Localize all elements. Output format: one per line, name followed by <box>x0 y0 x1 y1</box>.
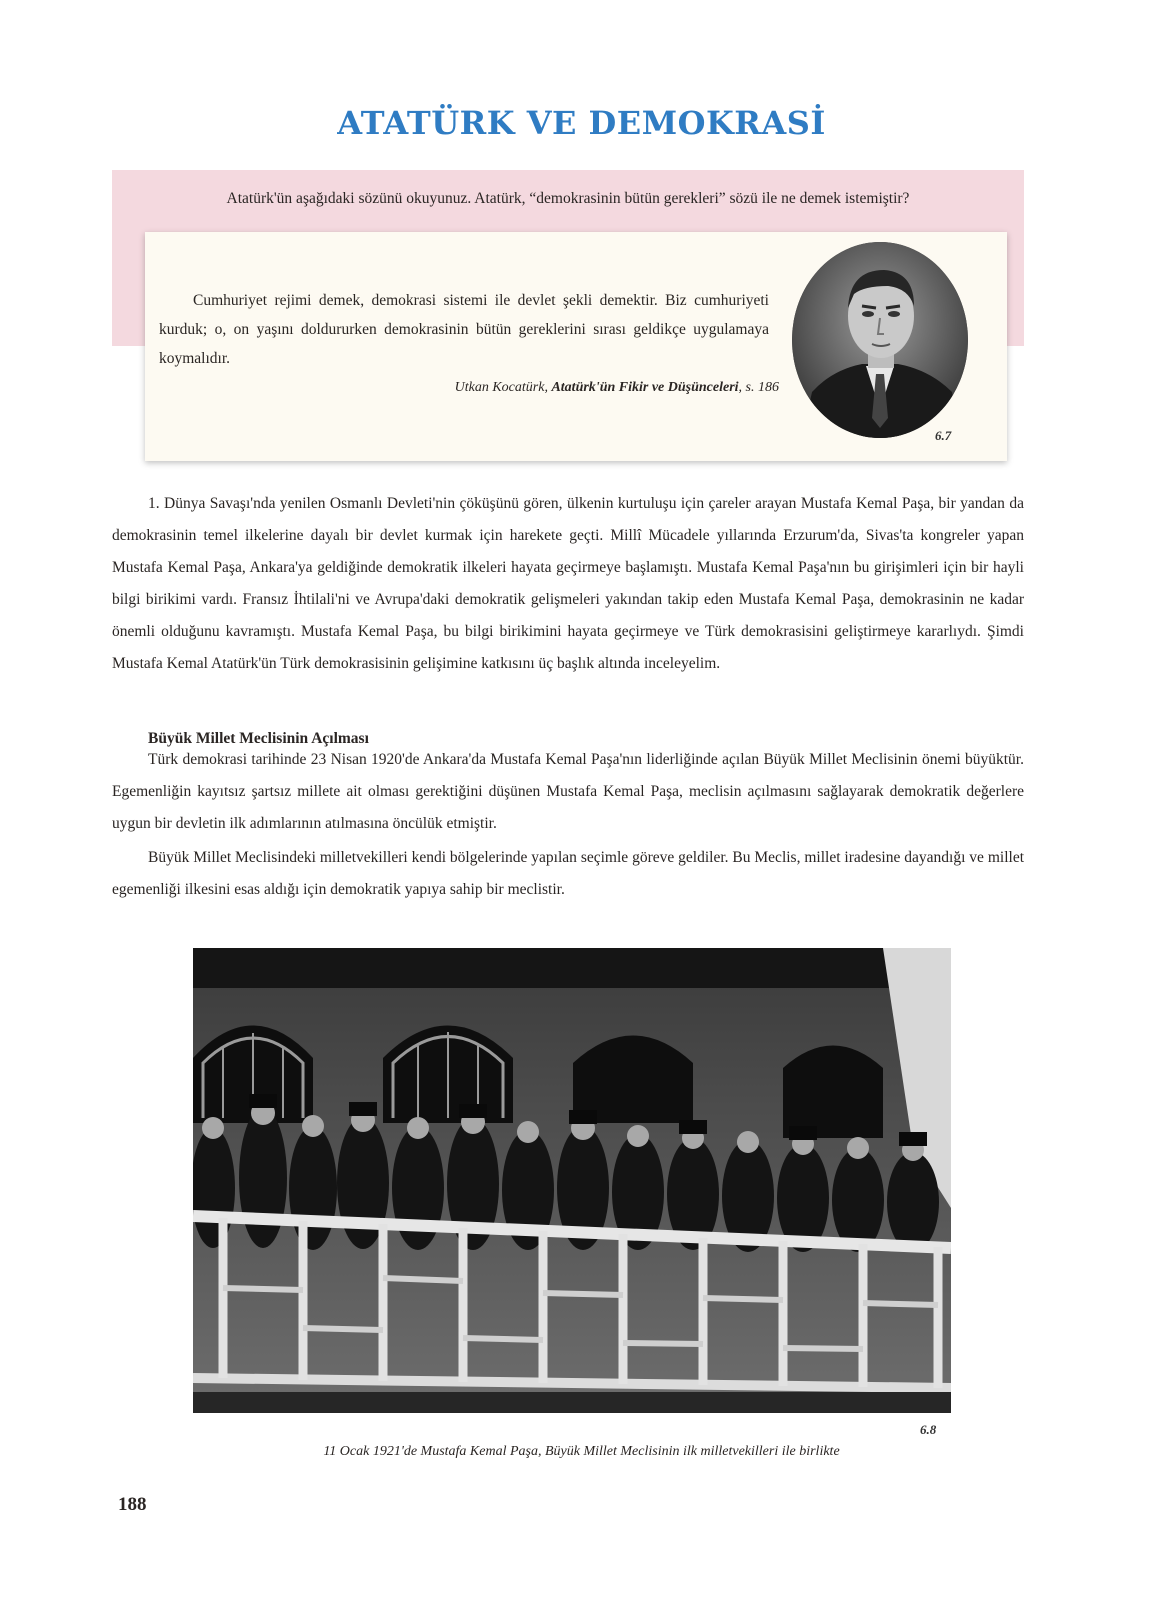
photo-caption: 11 Ocak 1921'de Mustafa Kemal Paşa, Büyük Millet Meclisinin ilk milletvekilleri ile birlikte <box>323 1444 840 1459</box>
photo-figure-label: 6.8 <box>920 1422 937 1437</box>
body-paragraph-1: 1. Dünya Savaşı'nda yenilen Osmanlı Devleti'nin çöküşünü gören, ülkenin kurtuluşu için çareler arayan Mustafa Kemal Paşa, bir yandan da demokrasinin temel ilkelerine dayalı bir devlet kurmak için harekete geçti. Millî Mücadele yıllarında Erzurum'da, Sivas'ta kongreler yapan Mustafa Kemal Paşa, Ankara'ya geldiğinde demokratik ilkeleri hayata geçirmeye başlamıştı. Mustafa Kemal Paşa'nın bu girişimleri için bir hayli bilgi birikimi vardı. Fransız İhtilali'ni ve Avrupa'daki demokratik gelişmeleri yakından takip eden Mustafa Kemal Paşa, demokrasinin ne kadar önemli olduğunu kavramıştı. Mustafa Kemal Paşa, bu bilgi birikimini hayata geçirmeye ve Türk demokrasisini geliştirmeye kararlıydı. Şimdi Mustafa Kemal Atatürk'ün Türk demokrasisinin gelişimine katkısını üç başlık altında inceleyelim. <box>112 495 1024 672</box>
body-paragraph-2: Türk demokrasi tarihinde 23 Nisan 1920'de Ankara'da Mustafa Kemal Paşa'nın liderliğinde açılan Büyük Millet Meclisinin önemi büyüktür. Egemenliğin kayıtsız şartsız millete ait olması gerektiğini düşünen Mustafa Kemal Paşa, meclisin açılmasını sağlayarak demokratik değerlere uygun bir devletin ilk adımlarının atılmasına öncülük etmiştir. <box>112 751 1024 832</box>
portrait-image <box>792 242 968 438</box>
quote-source-page: , s. 186 <box>738 380 779 395</box>
page-number: 188 <box>118 1494 147 1515</box>
section-heading: Büyük Millet Meclisinin Açılması <box>148 730 369 747</box>
assembly-photo-image <box>193 948 951 1413</box>
quote-source-author: Utkan Kocatürk, <box>454 380 548 395</box>
body-paragraph-3: Büyük Millet Meclisindeki milletvekilleri kendi bölgelerinde yapılan seçimle göreve geldiler. Bu Meclis, millet iradesine dayandığı ve millet egemenliği ilkesini esas aldığı için demokratik yapıya sahip bir meclistir. <box>112 849 1024 898</box>
activity-question: Atatürk'ün aşağıdaki sözünü okuyunuz. Atatürk, “demokrasinin bütün gerekleri” sözü ile ne demek istemiştir? <box>226 190 910 207</box>
ataturk-portrait <box>792 242 968 438</box>
assembly-photo <box>193 948 951 1413</box>
quote-source <box>159 380 779 396</box>
quote-text: Cumhuriyet rejimi demek, demokrasi sistemi ile devlet şekli demektir. Biz cumhuriyeti kurduk; o, on yaşını doldururken demokrasinin bütün gereklerini sırası geldikçe uygulamaya koymalıdır. <box>159 292 769 367</box>
quote-card <box>145 232 1007 461</box>
portrait-figure-label: 6.7 <box>935 428 952 443</box>
page-title: ATATÜRK VE DEMOKRASİ <box>337 104 826 142</box>
quote-source-title: Atatürk'ün Fikir ve Düşünceleri <box>551 380 739 395</box>
